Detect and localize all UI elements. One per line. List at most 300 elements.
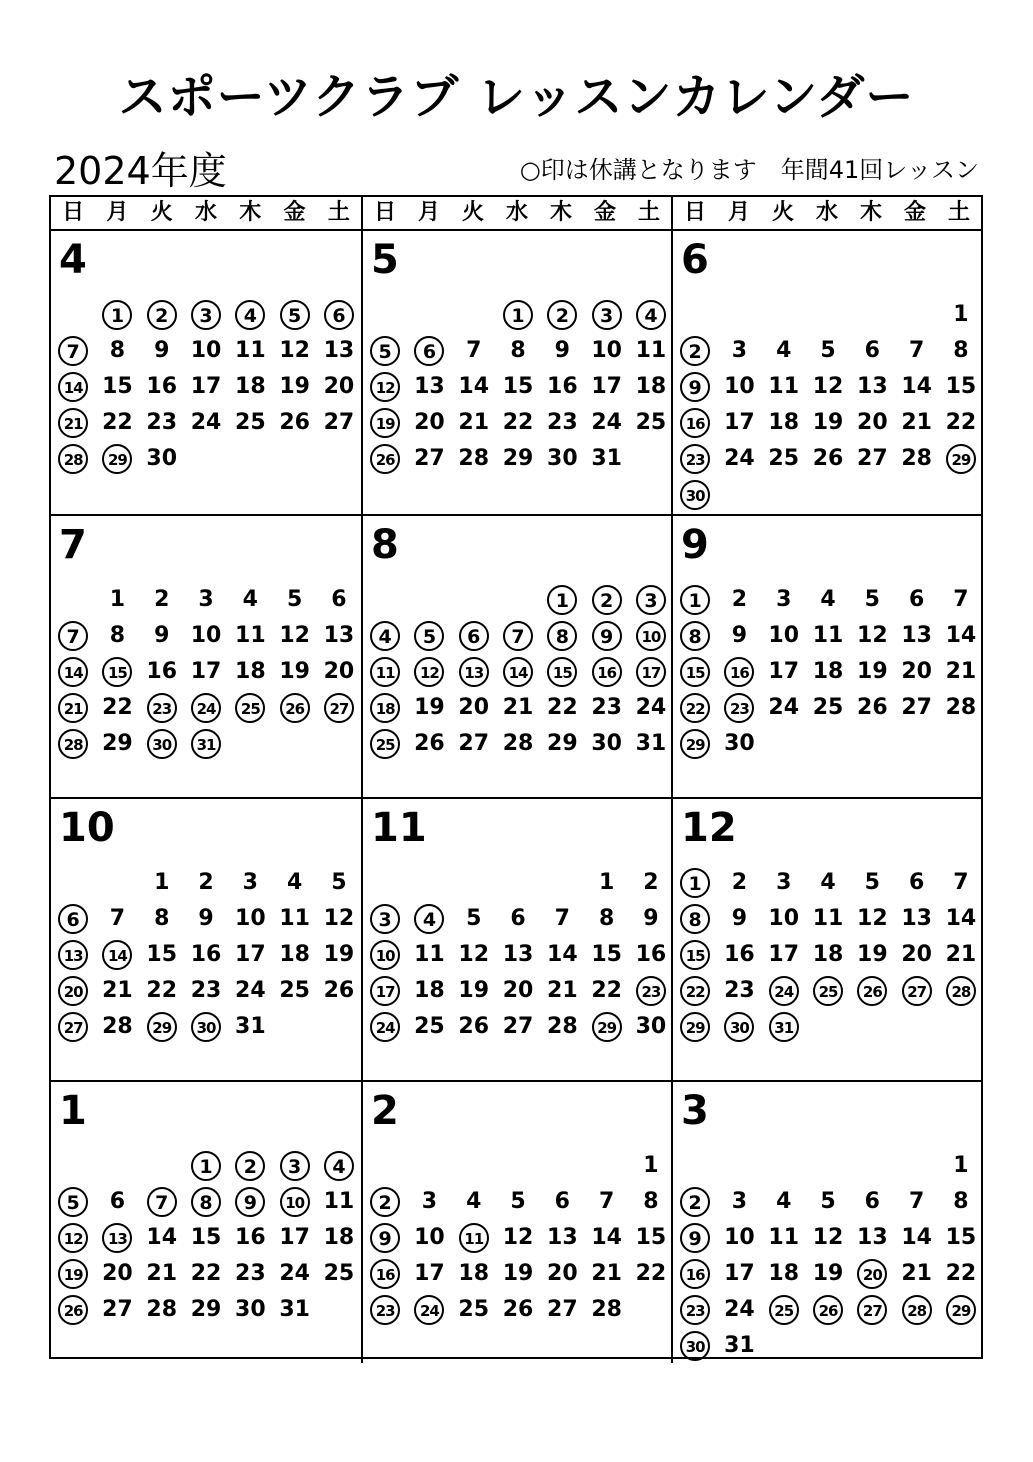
day-number: 6 (510, 906, 526, 931)
month-label: 6 (681, 237, 709, 283)
day-number: 12 (857, 906, 888, 931)
day-closed (452, 1220, 496, 1256)
closed-day-marker: 24 (370, 1012, 400, 1042)
day-number: 21 (102, 978, 133, 1003)
day-number: 7 (598, 1189, 615, 1214)
day-number: 20 (414, 410, 445, 435)
day-closed (673, 973, 717, 1009)
day-number: 12 (857, 623, 888, 648)
day-number: 21 (901, 1261, 932, 1286)
day-number: 20 (323, 659, 355, 684)
day-closed (673, 901, 717, 937)
closed-day-marker: 15 (102, 657, 132, 687)
closed-day-marker: 6 (459, 621, 489, 651)
day-number: 27 (458, 731, 490, 756)
weekday-label: 火 (461, 200, 484, 225)
day-number: 8 (109, 338, 126, 363)
day-number: 15 (146, 942, 178, 967)
closed-day-marker: 30 (191, 1012, 221, 1042)
day-closed (540, 297, 584, 333)
day-closed (228, 690, 272, 726)
day-number: 26 (857, 695, 888, 720)
day-number: 18 (635, 374, 667, 399)
day-number: 13 (901, 623, 932, 648)
day-number: 2 (731, 870, 748, 895)
closed-day-marker: 9 (680, 1223, 710, 1253)
day-closed (317, 690, 361, 726)
day-number: 14 (547, 942, 578, 967)
closed-day-marker: 6 (58, 904, 88, 934)
day-number: 17 (724, 410, 755, 435)
day-closed (317, 1148, 361, 1184)
day-closed (140, 297, 184, 333)
day-number: 4 (776, 1189, 792, 1214)
day-closed (673, 618, 717, 654)
day-number: 7 (953, 587, 969, 612)
closed-day-marker: 7 (58, 336, 88, 366)
day-closed (95, 1220, 139, 1256)
day-closed (585, 618, 629, 654)
day-closed (228, 297, 272, 333)
day-closed (273, 1184, 317, 1220)
day-closed (629, 297, 673, 333)
day-number: 22 (502, 410, 534, 435)
closed-day-marker: 5 (280, 300, 310, 330)
month-label: 9 (681, 522, 709, 568)
day-number: 3 (421, 1189, 438, 1214)
day-closed (363, 654, 407, 690)
day-closed (273, 690, 317, 726)
day-number: 12 (812, 1225, 844, 1250)
day-number: 10 (190, 623, 222, 648)
day-closed (629, 973, 673, 1009)
day-closed (540, 654, 584, 690)
day-number: 11 (279, 906, 310, 931)
day-number: 1 (953, 1153, 969, 1178)
day-closed (673, 937, 717, 973)
day-number: 25 (768, 446, 800, 471)
day-number: 27 (857, 446, 888, 471)
day-closed (363, 1220, 407, 1256)
day-closed (762, 1009, 806, 1045)
day-number: 11 (414, 942, 445, 967)
closed-day-marker: 1 (680, 585, 710, 615)
day-closed (273, 1148, 317, 1184)
day-number: 13 (502, 942, 534, 967)
day-number: 27 (414, 446, 445, 471)
day-number: 19 (279, 659, 310, 684)
month-block (51, 1080, 361, 1363)
day-number: 3 (198, 587, 214, 612)
day-closed (717, 1009, 761, 1045)
day-closed (140, 1009, 184, 1045)
day-number: 8 (953, 338, 969, 363)
closed-day-marker: 25 (769, 1295, 799, 1325)
closed-day-marker: 25 (235, 693, 265, 723)
day-closed (895, 973, 939, 1009)
day-number: 5 (466, 906, 482, 931)
closed-day-marker: 26 (813, 1295, 843, 1325)
weekday-header (51, 197, 981, 231)
day-closed (363, 618, 407, 654)
closed-day-marker: 6 (414, 336, 444, 366)
day-number: 6 (554, 1189, 570, 1214)
day-number: 29 (502, 446, 534, 471)
day-number: 4 (466, 1189, 482, 1214)
closed-day-marker: 28 (58, 729, 88, 759)
closed-day-marker: 16 (592, 657, 622, 687)
closed-day-marker: 20 (857, 1259, 887, 1289)
closed-day-marker: 7 (147, 1187, 177, 1217)
day-closed (363, 369, 407, 405)
day-number: 28 (591, 1297, 622, 1322)
day-number: 5 (510, 1189, 526, 1214)
day-closed (51, 405, 95, 441)
day-number: 3 (242, 870, 258, 895)
day-closed (51, 618, 95, 654)
day-closed (184, 297, 228, 333)
day-closed (228, 1148, 272, 1184)
day-closed (184, 690, 228, 726)
closed-day-marker: 22 (680, 693, 710, 723)
day-number: 18 (768, 410, 800, 435)
calendar-grid (49, 195, 983, 1359)
day-closed (95, 937, 139, 973)
closed-day-marker: 23 (680, 444, 710, 474)
closed-day-marker: 27 (324, 693, 354, 723)
day-closed (363, 1256, 407, 1292)
day-closed (717, 690, 761, 726)
day-number: 18 (323, 1225, 355, 1250)
day-number: 22 (945, 1261, 977, 1286)
day-number: 9 (198, 906, 214, 931)
closed-day-marker: 12 (370, 372, 400, 402)
day-number: 31 (591, 446, 622, 471)
day-number: 13 (901, 906, 932, 931)
day-number: 19 (279, 374, 310, 399)
day-closed (496, 618, 540, 654)
month-block (361, 231, 671, 514)
day-closed (363, 690, 407, 726)
day-number: 14 (458, 374, 490, 399)
day-number: 7 (953, 870, 969, 895)
day-closed (585, 1009, 629, 1045)
weekday-label: 木 (239, 200, 262, 225)
day-closed (95, 654, 139, 690)
day-closed (95, 297, 139, 333)
weekday-label: 水 (194, 200, 217, 225)
day-closed (51, 1009, 95, 1045)
weekday-label: 金 (903, 200, 926, 225)
day-closed (363, 973, 407, 1009)
day-closed (51, 1220, 95, 1256)
closed-day-marker: 15 (680, 657, 710, 687)
day-number: 27 (502, 1014, 534, 1039)
day-number: 5 (331, 870, 347, 895)
month-block (361, 514, 671, 797)
month-label: 7 (59, 522, 87, 568)
closed-day-marker: 10 (636, 621, 666, 651)
day-number: 27 (323, 410, 355, 435)
closed-day-marker: 26 (58, 1295, 88, 1325)
day-number: 19 (857, 659, 888, 684)
day-number: 13 (323, 623, 355, 648)
day-number: 11 (768, 374, 800, 399)
closed-day-marker: 9 (592, 621, 622, 651)
day-number: 24 (724, 446, 755, 471)
day-number: 17 (768, 942, 800, 967)
day-number: 18 (235, 659, 266, 684)
day-closed (673, 369, 717, 405)
day-number: 28 (502, 731, 534, 756)
day-closed (363, 1184, 407, 1220)
day-number: 19 (414, 695, 445, 720)
weekday-label: 火 (150, 200, 173, 225)
day-closed (540, 618, 584, 654)
day-closed (51, 726, 95, 762)
closed-day-marker: 23 (680, 1295, 710, 1325)
day-number: 20 (901, 942, 932, 967)
day-number: 9 (643, 906, 659, 931)
closed-day-marker: 3 (636, 585, 666, 615)
day-number: 16 (235, 1225, 266, 1250)
day-number: 16 (724, 942, 755, 967)
day-closed (317, 297, 361, 333)
weekday-label: 土 (637, 200, 660, 225)
day-number: 8 (109, 623, 126, 648)
day-closed (407, 1292, 451, 1328)
day-number: 22 (146, 978, 178, 1003)
day-number: 4 (242, 587, 258, 612)
closed-day-marker: 1 (680, 868, 710, 898)
closed-day-marker: 1 (102, 300, 132, 330)
day-number: 19 (812, 1261, 844, 1286)
day-closed (806, 973, 850, 1009)
closed-day-marker: 3 (592, 300, 622, 330)
day-closed (51, 690, 95, 726)
closed-day-marker: 24 (414, 1295, 444, 1325)
day-number: 14 (945, 906, 977, 931)
day-closed (363, 937, 407, 973)
day-number: 16 (635, 942, 667, 967)
weekday-label: 日 (62, 200, 85, 225)
day-closed (407, 654, 451, 690)
day-number: 24 (635, 695, 667, 720)
day-closed (673, 1184, 717, 1220)
month-label: 12 (681, 805, 737, 851)
closed-day-marker: 29 (946, 444, 976, 474)
day-number: 16 (146, 659, 178, 684)
weekday-group (361, 197, 671, 229)
month-block (361, 1080, 671, 1363)
day-closed (363, 726, 407, 762)
day-number: 13 (547, 1225, 578, 1250)
day-closed (673, 1220, 717, 1256)
closed-day-marker: 30 (680, 1331, 710, 1361)
day-number: 17 (414, 1261, 445, 1286)
day-closed (363, 1292, 407, 1328)
day-closed (363, 901, 407, 937)
day-number: 12 (458, 942, 490, 967)
closed-day-marker: 23 (370, 1295, 400, 1325)
day-number: 8 (598, 906, 615, 931)
day-closed (140, 726, 184, 762)
day-number: 2 (731, 587, 748, 612)
day-number: 2 (643, 870, 659, 895)
day-closed (717, 654, 761, 690)
day-number: 20 (458, 695, 490, 720)
month-block (51, 231, 361, 514)
day-number: 4 (286, 870, 303, 895)
closed-day-marker: 29 (680, 729, 710, 759)
closed-day-marker: 10 (370, 940, 400, 970)
closed-day-marker: 3 (191, 300, 221, 330)
day-number: 6 (864, 1189, 880, 1214)
day-number: 5 (864, 587, 880, 612)
legend-note: ○印は休講となります 年間41回レッスン (519, 156, 979, 184)
day-closed (140, 1184, 184, 1220)
closed-day-marker: 17 (370, 976, 400, 1006)
closed-day-marker: 30 (724, 1012, 754, 1042)
day-number: 11 (235, 338, 266, 363)
day-number: 12 (812, 374, 844, 399)
closed-day-marker: 21 (58, 408, 88, 438)
day-closed (51, 1256, 95, 1292)
closed-day-marker: 8 (680, 904, 710, 934)
day-number: 30 (724, 731, 755, 756)
day-number: 9 (731, 623, 748, 648)
day-number: 5 (820, 338, 836, 363)
closed-day-marker: 3 (280, 1151, 310, 1181)
day-number: 17 (190, 659, 222, 684)
day-closed (452, 618, 496, 654)
day-number: 24 (279, 1261, 310, 1286)
closed-day-marker: 14 (58, 657, 88, 687)
day-closed (496, 654, 540, 690)
day-closed (673, 654, 717, 690)
month-label: 2 (371, 1088, 399, 1134)
day-closed (51, 937, 95, 973)
day-number: 28 (945, 695, 977, 720)
day-number: 21 (502, 695, 534, 720)
day-closed (363, 333, 407, 369)
year-label: 2024年度 (54, 149, 227, 193)
closed-day-marker: 26 (280, 693, 310, 723)
day-closed (850, 1292, 894, 1328)
weekday-label: 金 (283, 200, 306, 225)
day-number: 3 (731, 1189, 748, 1214)
day-number: 13 (414, 374, 445, 399)
day-number: 30 (547, 446, 578, 471)
day-number: 24 (591, 410, 622, 435)
day-number: 30 (146, 446, 178, 471)
day-number: 19 (458, 978, 490, 1003)
closed-day-marker: 29 (680, 1012, 710, 1042)
day-number: 18 (279, 942, 310, 967)
month-block (671, 231, 981, 514)
closed-day-marker: 14 (58, 372, 88, 402)
day-number: 26 (414, 731, 445, 756)
weekday-label: 日 (373, 200, 396, 225)
weekday-group (51, 197, 361, 229)
day-number: 25 (279, 978, 310, 1003)
closed-day-marker: 23 (724, 693, 754, 723)
closed-day-marker: 16 (724, 657, 754, 687)
closed-day-marker: 24 (191, 693, 221, 723)
month-label: 1 (59, 1088, 87, 1134)
day-number: 22 (547, 695, 578, 720)
day-number: 3 (776, 587, 792, 612)
closed-day-marker: 7 (58, 621, 88, 651)
month-label: 5 (371, 237, 399, 283)
day-closed (895, 1292, 939, 1328)
day-closed (228, 1184, 272, 1220)
day-number: 10 (190, 338, 222, 363)
day-number: 13 (857, 1225, 888, 1250)
day-number: 21 (591, 1261, 622, 1286)
day-number: 18 (235, 374, 266, 399)
day-number: 14 (901, 374, 932, 399)
day-number: 23 (591, 695, 622, 720)
closed-day-marker: 1 (191, 1151, 221, 1181)
day-closed (140, 690, 184, 726)
closed-day-marker: 4 (235, 300, 265, 330)
day-number: 16 (547, 374, 578, 399)
day-number: 13 (323, 338, 355, 363)
day-number: 26 (502, 1297, 534, 1322)
day-closed (673, 1328, 717, 1364)
day-number: 18 (812, 659, 844, 684)
day-number: 14 (945, 623, 977, 648)
day-number: 26 (279, 410, 310, 435)
closed-day-marker: 30 (147, 729, 177, 759)
day-number: 23 (190, 978, 222, 1003)
day-number: 7 (908, 1189, 925, 1214)
day-number: 21 (901, 410, 932, 435)
day-closed (939, 973, 983, 1009)
day-number: 2 (154, 587, 170, 612)
day-number: 7 (466, 338, 482, 363)
closed-day-marker: 19 (58, 1259, 88, 1289)
day-number: 28 (102, 1014, 133, 1039)
day-number: 15 (591, 942, 622, 967)
day-number: 1 (598, 870, 615, 895)
closed-day-marker: 27 (902, 976, 932, 1006)
day-number: 20 (102, 1261, 133, 1286)
closed-day-marker: 28 (902, 1295, 932, 1325)
day-number: 17 (724, 1261, 755, 1286)
day-closed (673, 1256, 717, 1292)
day-number: 5 (286, 587, 303, 612)
day-number: 22 (635, 1261, 667, 1286)
closed-day-marker: 12 (414, 657, 444, 687)
day-closed (673, 690, 717, 726)
day-number: 25 (414, 1014, 445, 1039)
closed-day-marker: 4 (324, 1151, 354, 1181)
day-closed (939, 441, 983, 477)
day-number: 6 (864, 338, 880, 363)
day-number: 22 (945, 410, 977, 435)
day-closed (629, 618, 673, 654)
day-number: 7 (109, 906, 126, 931)
day-number: 9 (154, 623, 170, 648)
day-closed (51, 654, 95, 690)
closed-day-marker: 31 (769, 1012, 799, 1042)
closed-day-marker: 1 (503, 300, 533, 330)
closed-day-marker: 7 (503, 621, 533, 651)
closed-day-marker: 16 (680, 1259, 710, 1289)
day-closed (673, 726, 717, 762)
